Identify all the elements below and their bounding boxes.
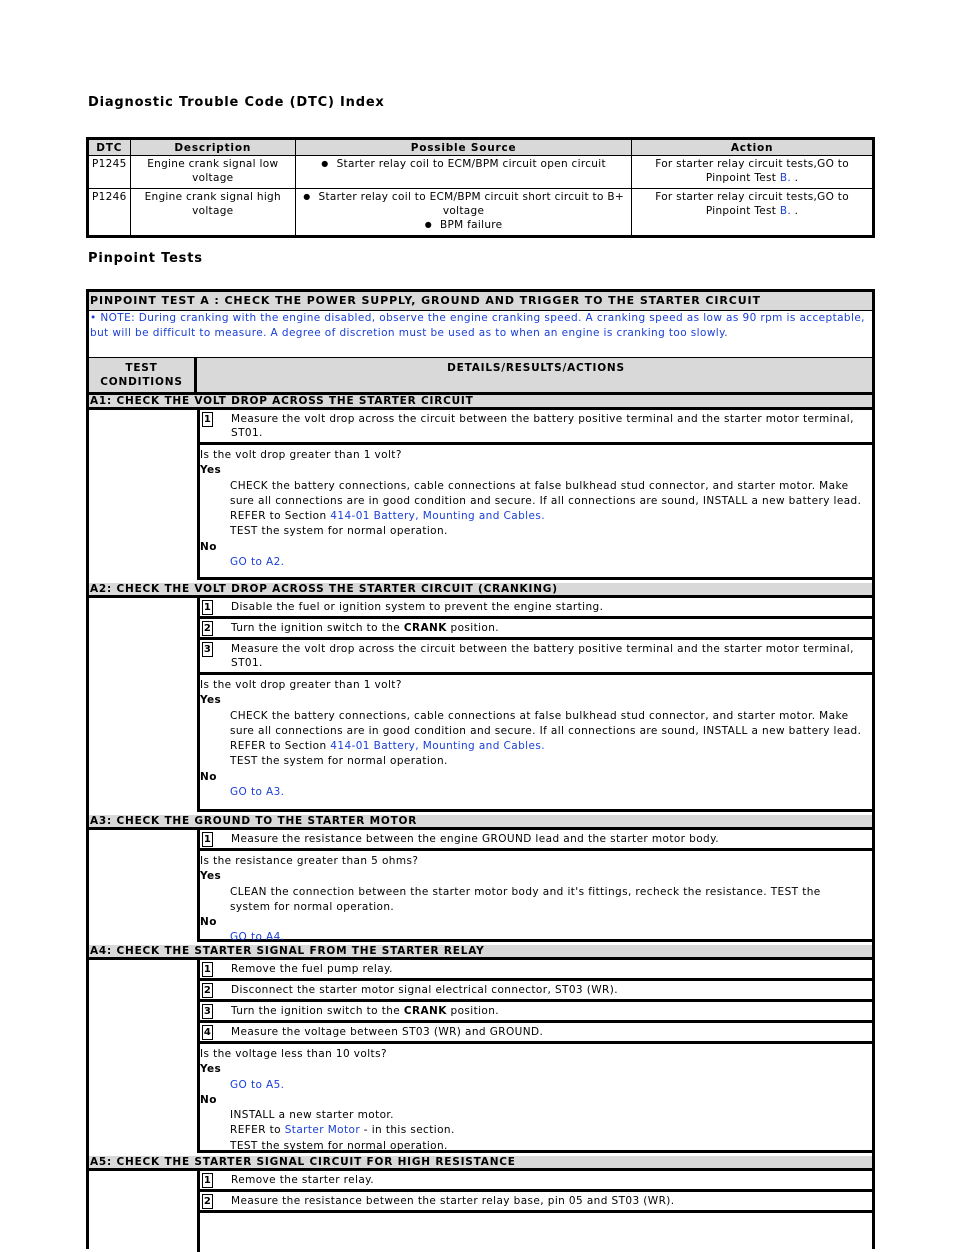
dtc-description: Engine crank signal high voltage	[130, 189, 295, 237]
yes-label: Yes	[200, 870, 222, 883]
step-number: 2	[203, 1196, 212, 1207]
step-a2-2	[200, 619, 872, 640]
step-number: 1	[203, 602, 212, 613]
column-header: Action	[632, 139, 874, 156]
step-number: 1	[203, 1175, 212, 1186]
question: Is the resistance greater than 5 ohms?	[200, 855, 419, 867]
test-text: TEST the system for normal operation.	[230, 1139, 448, 1152]
column-header: Description	[130, 139, 295, 156]
step-a4-2	[200, 981, 872, 1002]
no-label: No	[200, 916, 217, 929]
result-a2	[200, 675, 872, 812]
step-number: 4	[203, 1027, 212, 1038]
possible-source	[295, 156, 631, 189]
details-header: DETAILS/RESULTS/ACTIONS	[447, 362, 625, 374]
step-a4-1	[200, 960, 872, 981]
section-a5-title: A5: CHECK THE STARTER SIGNAL CIRCUIT FOR HIGH RESISTANCE	[89, 1156, 872, 1171]
step-number: 1	[203, 834, 212, 845]
step-number: 3	[203, 644, 212, 655]
step-text: Measure the volt drop across the circuit between the battery positive terminal and the starter motor terminal, ST01.	[231, 643, 854, 669]
column-header: DTC	[88, 139, 131, 156]
table-row	[88, 189, 874, 237]
question: Is the voltage less than 10 volts?	[200, 1048, 387, 1060]
test-text: TEST the system for normal operation.	[230, 525, 448, 538]
action-tail: .	[794, 205, 799, 217]
refer-tail: - in this section.	[363, 1124, 455, 1137]
pinpoint-note: • NOTE: During cranking with the engine disabled, observe the engine cranking speed. A cranking speed as low as 90 rpm is acceptable, but will be difficult to measure. A degree of discretion must be used as to when an engine is cranking too slowly.	[89, 311, 872, 358]
dtc-code: P1245	[88, 156, 131, 189]
goto-link[interactable]: GO to A5.	[230, 1078, 285, 1091]
refer-text: REFER to Section	[230, 510, 327, 523]
step-a5-1	[200, 1171, 872, 1192]
section-link[interactable]: 414-01 Battery, Mounting and Cables.	[330, 510, 545, 523]
dtc-code: P1246	[88, 189, 131, 237]
source-item: ● Starter relay coil to ECM/BPM circuit open circuit	[299, 157, 628, 171]
yes-text: CLEAN the connection between the starter motor body and it's fittings, recheck the resistance. TEST the system for normal operation.	[230, 885, 821, 913]
yes-label: Yes	[200, 464, 222, 477]
yes-label: Yes	[200, 694, 222, 707]
step-a3-1	[200, 830, 872, 851]
step-text: Disable the fuel or ignition system to prevent the engine starting.	[231, 601, 604, 613]
pinpoint-heading: Pinpoint Tests	[88, 251, 203, 266]
no-label: No	[200, 770, 217, 783]
test-header-row	[89, 358, 872, 395]
section-a1-title: A1: CHECK THE VOLT DROP ACROSS THE STARTER CIRCUIT	[89, 395, 872, 410]
pinpoint-test-a	[86, 289, 875, 1249]
action-cell	[632, 156, 874, 189]
step-number: 2	[203, 985, 212, 996]
action-cell	[632, 189, 874, 237]
no-text: INSTALL a new starter motor.	[230, 1109, 394, 1122]
question: Is the volt drop greater than 1 volt?	[200, 449, 402, 461]
action-text: For starter relay circuit tests,GO to Pinpoint Test	[655, 191, 849, 217]
step-a5-2	[200, 1192, 872, 1213]
result-a1	[200, 445, 872, 580]
step-a2-1	[200, 598, 872, 619]
possible-source	[295, 189, 631, 237]
source-item: ● Starter relay coil to ECM/BPM circuit short circuit to B+ voltage	[299, 190, 628, 218]
dtc-index-heading: Diagnostic Trouble Code (DTC) Index	[88, 95, 385, 110]
dtc-table-header	[88, 139, 874, 156]
step-number: 1	[203, 964, 212, 975]
step-a2-3	[200, 640, 872, 675]
step-number: 2	[203, 623, 212, 634]
step-text: Turn the ignition switch to the CRANK position.	[231, 622, 500, 634]
starter-motor-link[interactable]: Starter Motor	[284, 1124, 361, 1137]
action-tail: .	[794, 172, 799, 184]
section-a4-title: A4: CHECK THE STARTER SIGNAL FROM THE STARTER RELAY	[89, 945, 872, 960]
goto-link[interactable]: GO to A2.	[230, 556, 285, 569]
refer-text: REFER to Section	[230, 740, 327, 753]
dtc-table	[86, 137, 875, 238]
result-a3	[200, 851, 872, 942]
step-number: 3	[203, 1006, 212, 1017]
goto-link[interactable]: GO to A3.	[230, 786, 285, 799]
pinpoint-title: PINPOINT TEST A : CHECK THE POWER SUPPLY, GROUND AND TRIGGER TO THE STARTER CIRCUIT	[89, 292, 872, 311]
step-number: 1	[203, 414, 212, 425]
step-text: Remove the fuel pump relay.	[231, 963, 393, 975]
step-text: Turn the ignition switch to the CRANK position.	[231, 1005, 500, 1017]
action-text: For starter relay circuit tests,GO to Pinpoint Test	[655, 158, 849, 184]
step-text: Measure the voltage between ST03 (WR) and GROUND.	[231, 1026, 544, 1038]
source-item: ● BPM failure	[299, 218, 628, 232]
yes-label: Yes	[200, 1063, 222, 1076]
step-a4-4	[200, 1023, 872, 1044]
test-conditions-header: TEST CONDITIONS	[89, 358, 197, 392]
step-text: Disconnect the starter motor signal electrical connector, ST03 (WR).	[231, 984, 618, 996]
section-link[interactable]: 414-01 Battery, Mounting and Cables.	[330, 740, 545, 753]
step-text: Measure the resistance between the engine GROUND lead and the starter motor body.	[231, 833, 719, 845]
step-a4-3	[200, 1002, 872, 1023]
step-text: Remove the starter relay.	[231, 1174, 375, 1186]
refer-text: REFER to	[230, 1124, 281, 1137]
yes-text: CHECK the battery connections, cable connections at false bulkhead stud connector, and starter motor. Make sure all connections are in good condition and secure. If all connections are sound, INSTALL a new battery lead.	[230, 479, 862, 507]
no-label: No	[200, 1093, 217, 1106]
table-row	[88, 156, 874, 189]
pinpoint-link[interactable]: B.	[779, 172, 792, 184]
yes-text: CHECK the battery connections, cable connections at false bulkhead stud connector, and starter motor. Make sure all connections are in good condition and secure. If all connections are sound, INSTALL a new battery lead.	[230, 709, 862, 737]
result-a4	[200, 1044, 872, 1153]
test-text: TEST the system for normal operation.	[230, 755, 448, 768]
no-label: No	[200, 540, 217, 553]
dtc-description: Engine crank signal low voltage	[130, 156, 295, 189]
step-a1-1	[200, 410, 872, 445]
step-text: Measure the resistance between the starter relay base, pin 05 and ST03 (WR).	[231, 1195, 675, 1207]
goto-link[interactable]: GO to A4.	[230, 931, 285, 944]
pinpoint-link[interactable]: B.	[779, 205, 792, 217]
section-a3-title: A3: CHECK THE GROUND TO THE STARTER MOTOR	[89, 815, 872, 830]
column-header: Possible Source	[295, 139, 631, 156]
section-a2-title: A2: CHECK THE VOLT DROP ACROSS THE STARTER CIRCUIT (CRANKING)	[89, 583, 872, 598]
step-text: Measure the volt drop across the circuit between the battery positive terminal and the starter motor terminal, ST01.	[231, 413, 854, 439]
question: Is the volt drop greater than 1 volt?	[200, 679, 402, 691]
